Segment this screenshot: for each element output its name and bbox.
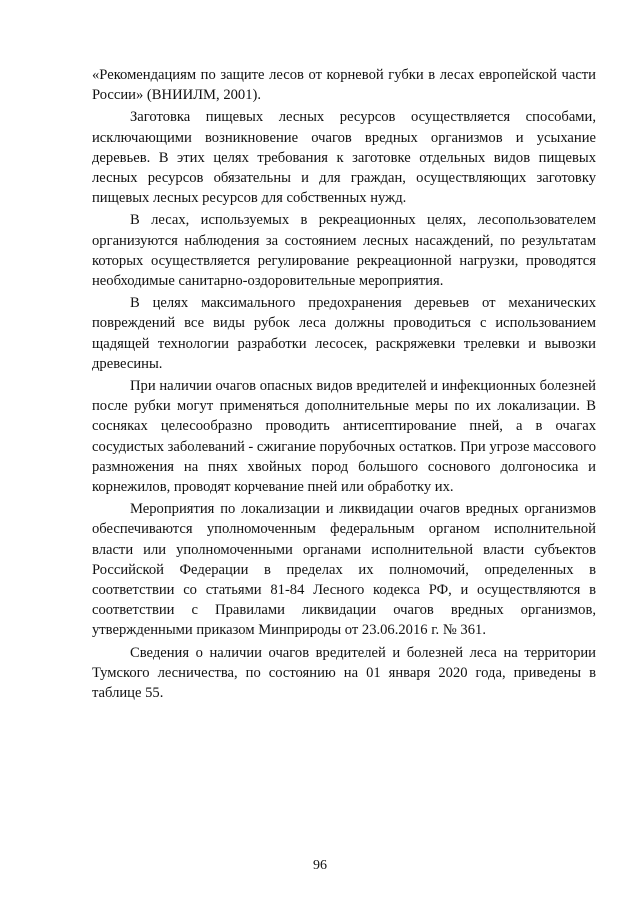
paragraph-6: Мероприятия по локализации и ликвидации очагов вредных организмов обеспечиваются уполномоченным федеральным органом исполнительной власти или уполномоченными органами исполнительной власти субъектов Российской Федерации в пределах их полномочий, определенных в соответствии со статьями 81-84 Лесного кодекса РФ, и осуществляются в соответствии с Правилами ликвидации очагов вредных организмов, утвержденными приказом Минприроды от 23.06.2016 г. № 361. (92, 501, 596, 639)
paragraph-2: Заготовка пищевых лесных ресурсов осуществляется способами, исключающими возникновение очагов вредных организмов и усыхание деревьев. В этих целях требования к заготовке отдельных видов пищевых лесных ресурсов обязательны и для граждан, осуществляющих заготовку пищевых лесных ресурсов для собственных нужд. (92, 109, 596, 207)
paragraph-7: Сведения о наличии очагов вредителей и болезней леса на территории Тумского лесничества, по состоянию на 01 января 2020 года, приведены в таблице 55. (92, 644, 596, 702)
paragraph-1: «Рекомендациям по защите лесов от корневой губки в лесах европейской части России» (ВНИИЛМ, 2001). (92, 67, 596, 104)
paragraph-4: В целях максимального предохранения деревьев от механических повреждений все виды рубок леса должны проводиться с использованием щадящей технологии разработки лесосек, раскряжевки трелевки и вывозки древесины. (92, 295, 596, 372)
body-text (92, 65, 596, 705)
page-number: 96 (313, 858, 327, 873)
paragraph-3: В лесах, используемых в рекреационных целях, лесопользователем организуются наблюдения за состоянием лесных насаждений, по результатам которых осуществляется регулирование рекреационной нагрузки, проводятся необходимые санитарно-оздоровительные мероприятия. (92, 212, 596, 290)
paragraph-5: При наличии очагов опасных видов вредителей и инфекционных болезней после рубки могут применяться дополнительные меры по их локализации. В сосняках целесообразно проводить антисептирование пней, а в очагах сосудистых заболеваний - сжигание порубочных остатков. При угрозе массового размножения на пнях хвойных пород большого соснового долгоносика и корнежилов, проводят корчевание пней или обработку их. (92, 378, 597, 496)
